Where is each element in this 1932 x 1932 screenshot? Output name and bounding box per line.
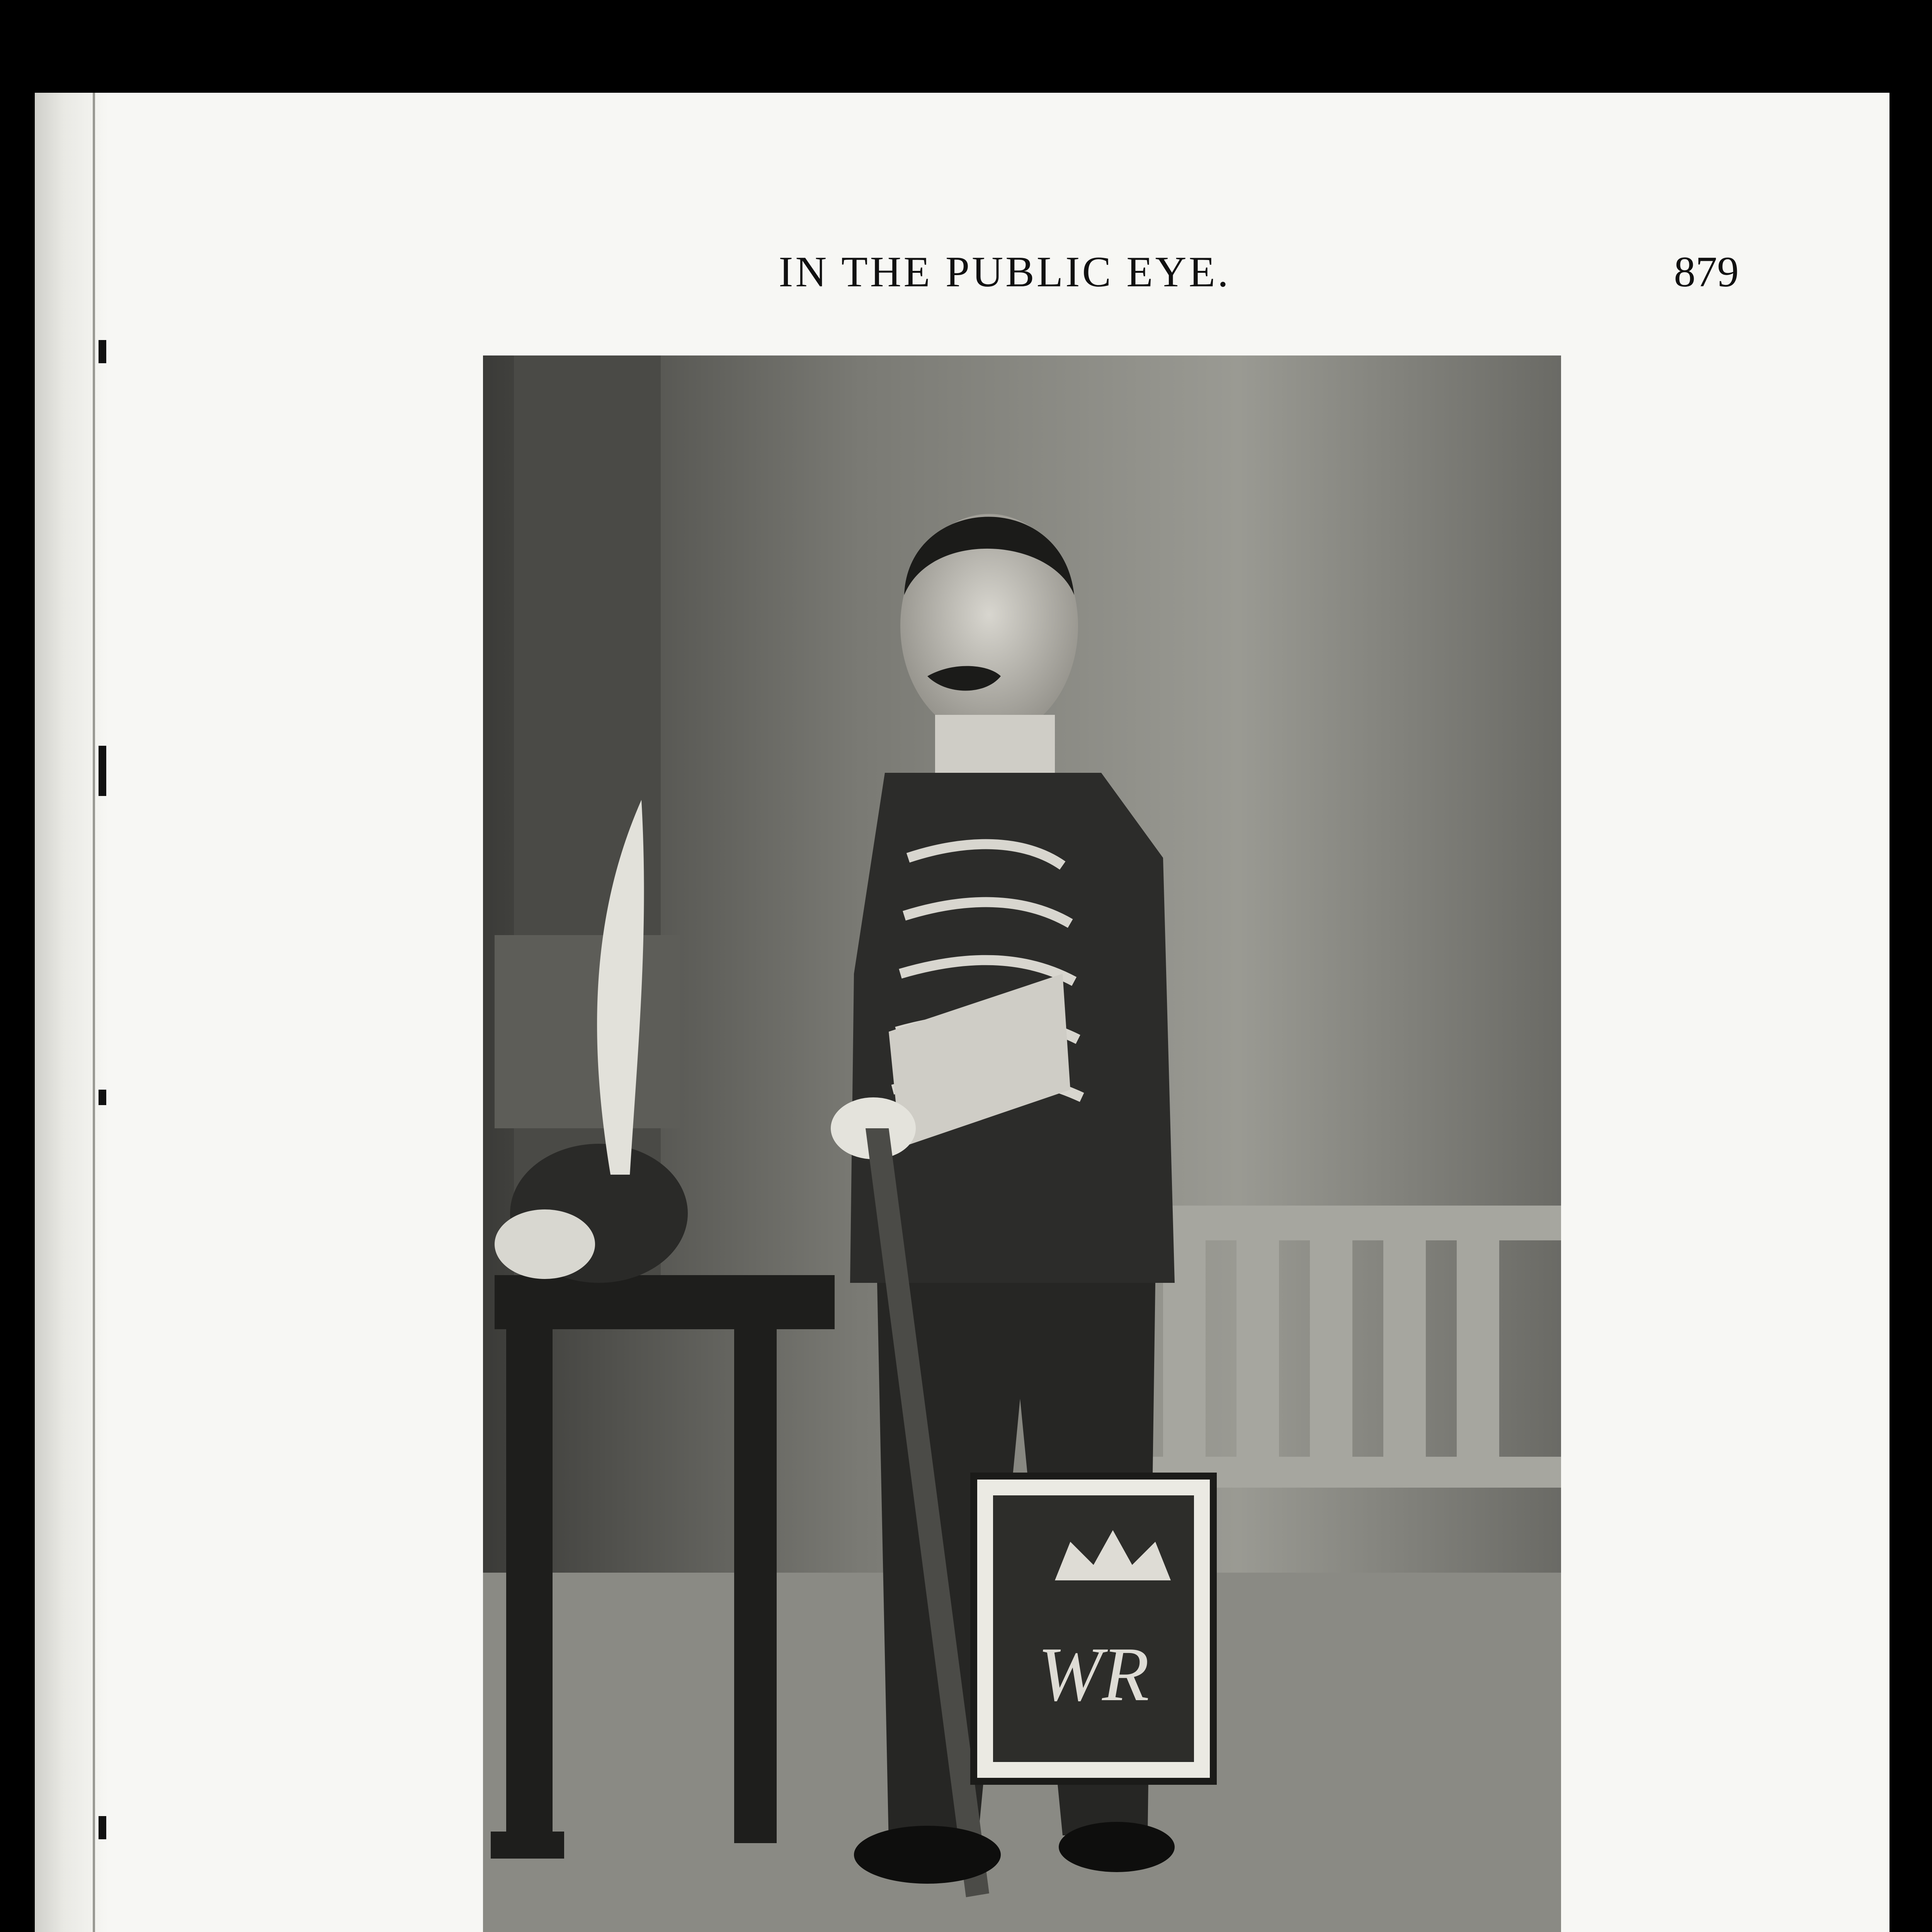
gutter-fold-line [93,93,95,1932]
high-collar [935,715,1055,773]
sabretache [974,1476,1213,1781]
binding-mark [99,1816,106,1839]
portrait-photograph [483,355,1561,1932]
binding-mark [99,340,106,363]
earl-of-warwick-portrait [483,355,1561,1932]
right-boot [1059,1822,1175,1872]
binding-gutter [35,93,108,1932]
sabretache-monogram: WR [1037,1632,1150,1717]
balustrade [1140,1206,1561,1488]
binding-mark [99,1090,106,1105]
binding-mark [99,746,106,796]
running-header: IN THE PUBLIC EYE. [779,248,1231,296]
page-number: 879 [1674,248,1739,296]
left-boot [854,1826,1001,1884]
gloves-on-table [495,1209,595,1279]
column-base [495,935,680,1128]
